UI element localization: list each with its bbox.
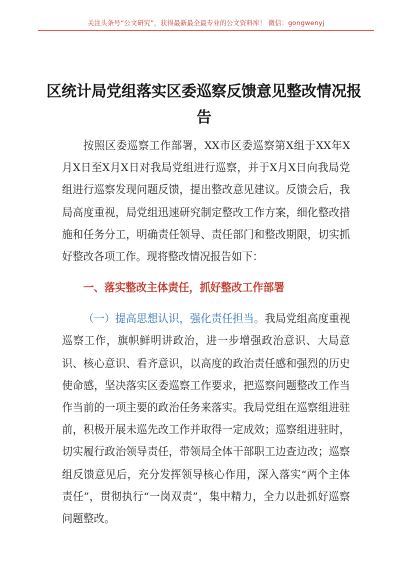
section-heading: 一、落实整改主体责任，抓好整改工作部署 [83,282,285,295]
intro-paragraph: 按照区委巡察工作部署，XX市区委巡察第X组于XX年X月X日至X月X日对我局党组进行巡察，并于X月X日向我局党组进行巡察发现问题反馈，提出整改意见建议。反馈会后，我局高度重视，局党组迅速研究制定整改工作方案，细化整改措施和任务分工，明确责任领导、责任部门和整改期限，切实抓好整改各项工作。现将整改情况报告如下： [62,140,350,264]
subsection-heading: （一）提高思想认识，强化责任担当。 [83,313,265,326]
subsection-paragraph [62,308,350,530]
document-title: 区统计局党组落实区委巡察反馈意见整改情况报告 [46,82,362,126]
header-divider [38,30,374,31]
subsection-text: 我局党组高度重视巡察工作，旗帜鲜明讲政治，进一步增强政治意识、大局意识、核心意识、看齐意识，以高度的政治责任感和强烈的历史使命感，坚决落实区委巡察工作要求，把巡察问题整改工作当作当前的一项主要的政治任务来落实。我局党组在巡察组进驻前，积极开展未巡先改工作并取得一定成效；巡察组进驻时，切实履行政治领导责任，带领局全体干部职工边查边改；巡察组反馈意见后，充分发挥领导核心作用，深入落实“两个主体责任”，贯彻执行“一岗双责”，集中精力，全力以赴抓好巡察问题整改。 [62,313,351,526]
document-body [62,135,350,530]
header-banner: 关注头条号“公文研究”，获得最新最全最专业的公文资料库！ 微信：gongwenyj [87,19,325,27]
